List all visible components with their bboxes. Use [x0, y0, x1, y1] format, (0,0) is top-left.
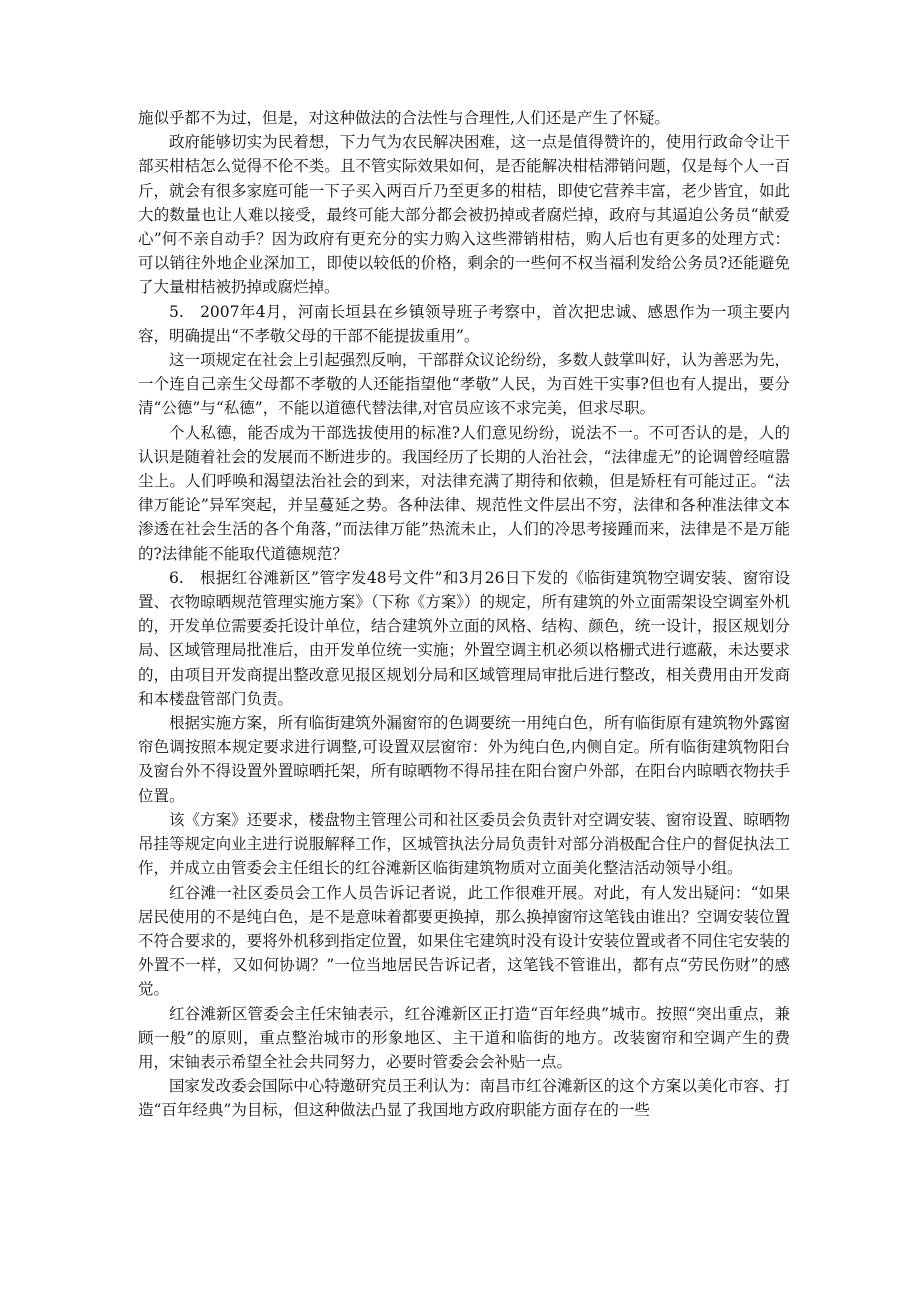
paragraph-case-6: 6. 根据红谷滩新区”管字发48号文件”和3月26日下发的《临街建筑物空调安装、窗帘设置、衣物晾晒规范管理实施方案》（下称《方案》）的规定，所有建筑的外立面需架设空调室外机的，开发单位需要委托设计单位，结合建筑外立面的风格、结构、颜色，统一设计，报区规划分局、区域管理局批准后，由开发单位统一实施；外置空调主机必须以格栅式进行遮蔽，未达要求的，由项目开发商提出整改意见报区规划分局和区域管理局审批后进行整改，相关费用由开发商和本楼盘管部门负责。: [138, 568, 790, 708]
document-body: [138, 106, 790, 1123]
paragraph-private-morality: 个人私德，能否成为干部选拔使用的标准?人们意见纷纷，说法不一。不可否认的是，人的认识是随着社会的发展而不断进步的。我国经历了长期的人治社会，“法律虚无”的论调曾经喧嚣尘上。人们呼唤和渴望法治社会的到来，对法律充满了期待和依赖，但是矫枉有可能过正。“法律万能论”异军突起，并呈蔓延之势。各种法律、规范性文件层出不穷，法律和各种准法律文本渗透在社会生活的各个角落，”而法律万能”热流未止，人们的冷思考接踵而来，法律是不是万能的?法律能不能取代道德规范？: [138, 423, 790, 563]
paragraph-resident-questions: 红谷滩一社区委员会工作人员告诉记者说，此工作很难开展。对此，有人发出疑问：“如果居民使用的不是纯白色，是不是意味着都要更换掉，那么换掉窗帘这笔钱由谁出？空调安装位置不符合要求的，要将外机移到指定位置，如果住宅建筑时没有设计安装位置或者不同住宅安装的外置不一样，又如何协调？”一位当地居民告诉记者，这笔钱不管谁出，都有点“劳民伤财”的感觉。: [138, 883, 790, 999]
paragraph-researcher-view: 国家发改委会国际中心特邀研究员王利认为：南昌市红谷滩新区的这个方案以美化市容、打造“百年经典”为目标，但这种做法凸显了我国地方政府职能方面存在的一些: [138, 1077, 790, 1120]
paragraph-continuation: 施似乎都不为过，但是，对这种做法的合法性与合理性,人们还是产生了怀疑。: [138, 109, 670, 127]
paragraph-public-reaction: 这一项规定在社会上引起强烈反响，干部群众议论纷纷，多数人鼓掌叫好，认为善恶为先，一个连自己亲生父母都不孝敬的人还能指望他“孝敬”人民，为百姓干实事?但也有人提出，要分清“公德”与“私德”，不能以道德代替法律,对官员应该不求完美，但求尽职。: [138, 351, 790, 418]
paragraph-curtain-rules: 根据实施方案，所有临街建筑外漏窗帘的色调要统一用纯白色，所有临街原有建筑物外露窗帘色调按照本规定要求进行调整,可设置双层窗帘：外为纯白色,内侧自定。所有临街建筑物阳台及窗台外不得设置外置晾晒托架，所有晾晒物不得吊挂在阳台窗户外部，在阳台内晾晒衣物扶手位置。: [138, 714, 790, 805]
paragraph-plan-requirements: 该《方案》还要求，楼盘物主管理公司和社区委员会负责针对空调安装、窗帘设置、晾晒物吊挂等规定向业主进行说服解释工作，区城管执法分局负责针对部分消极配合住户的督促执法工作，并成立由管委会主任组长的红谷滩新区临街建筑物质对立面美化整洁活动领导小组。: [138, 810, 790, 878]
paragraph-case-5: 5. 2007年4月，河南长垣县在乡镇领导班子考察中，首次把忠诚、感恩作为一项主要内容，明确提出“不孝敬父母的干部不能提拔重用”。: [138, 302, 790, 345]
paragraph-government-citrus: 政府能够切实为民着想，下力气为农民解决困难，这一点是值得赞许的，使用行政命令让干部买柑桔怎么觉得不伦不类。且不管实际效果如何，是否能解决柑桔滞销问题，仅是每个人一百斤，就会有很多家庭可能一下子买入两百斤乃至更多的柑桔，即使它营养丰富，老少皆宜，如此大的数量也让人难以接受，最终可能大部分都会被扔掉或者腐烂掉，政府与其逼迫公务员“献爱心”何不亲自动手？因为政府有更充分的实力购入这些滞销柑桔，购人后也有更多的处理方式：可以销往外地企业深加工，即使以较低的价格，剩余的一些何不权当福利发给公务员?还能避免了大量柑桔被扔掉或腐烂掉。: [138, 133, 790, 297]
paragraph-director-statement: 红谷滩新区管委会主任宋铀表示，红谷滩新区正打造“百年经典”城市。按照“突出重点，兼顾一般”的原则，重点整治城市的形象地区、主干道和临街的地方。改装窗帘和空调产生的费用，宋铀表示希望全社会共同努力，必要时管委会会补贴一点。: [138, 1004, 790, 1071]
